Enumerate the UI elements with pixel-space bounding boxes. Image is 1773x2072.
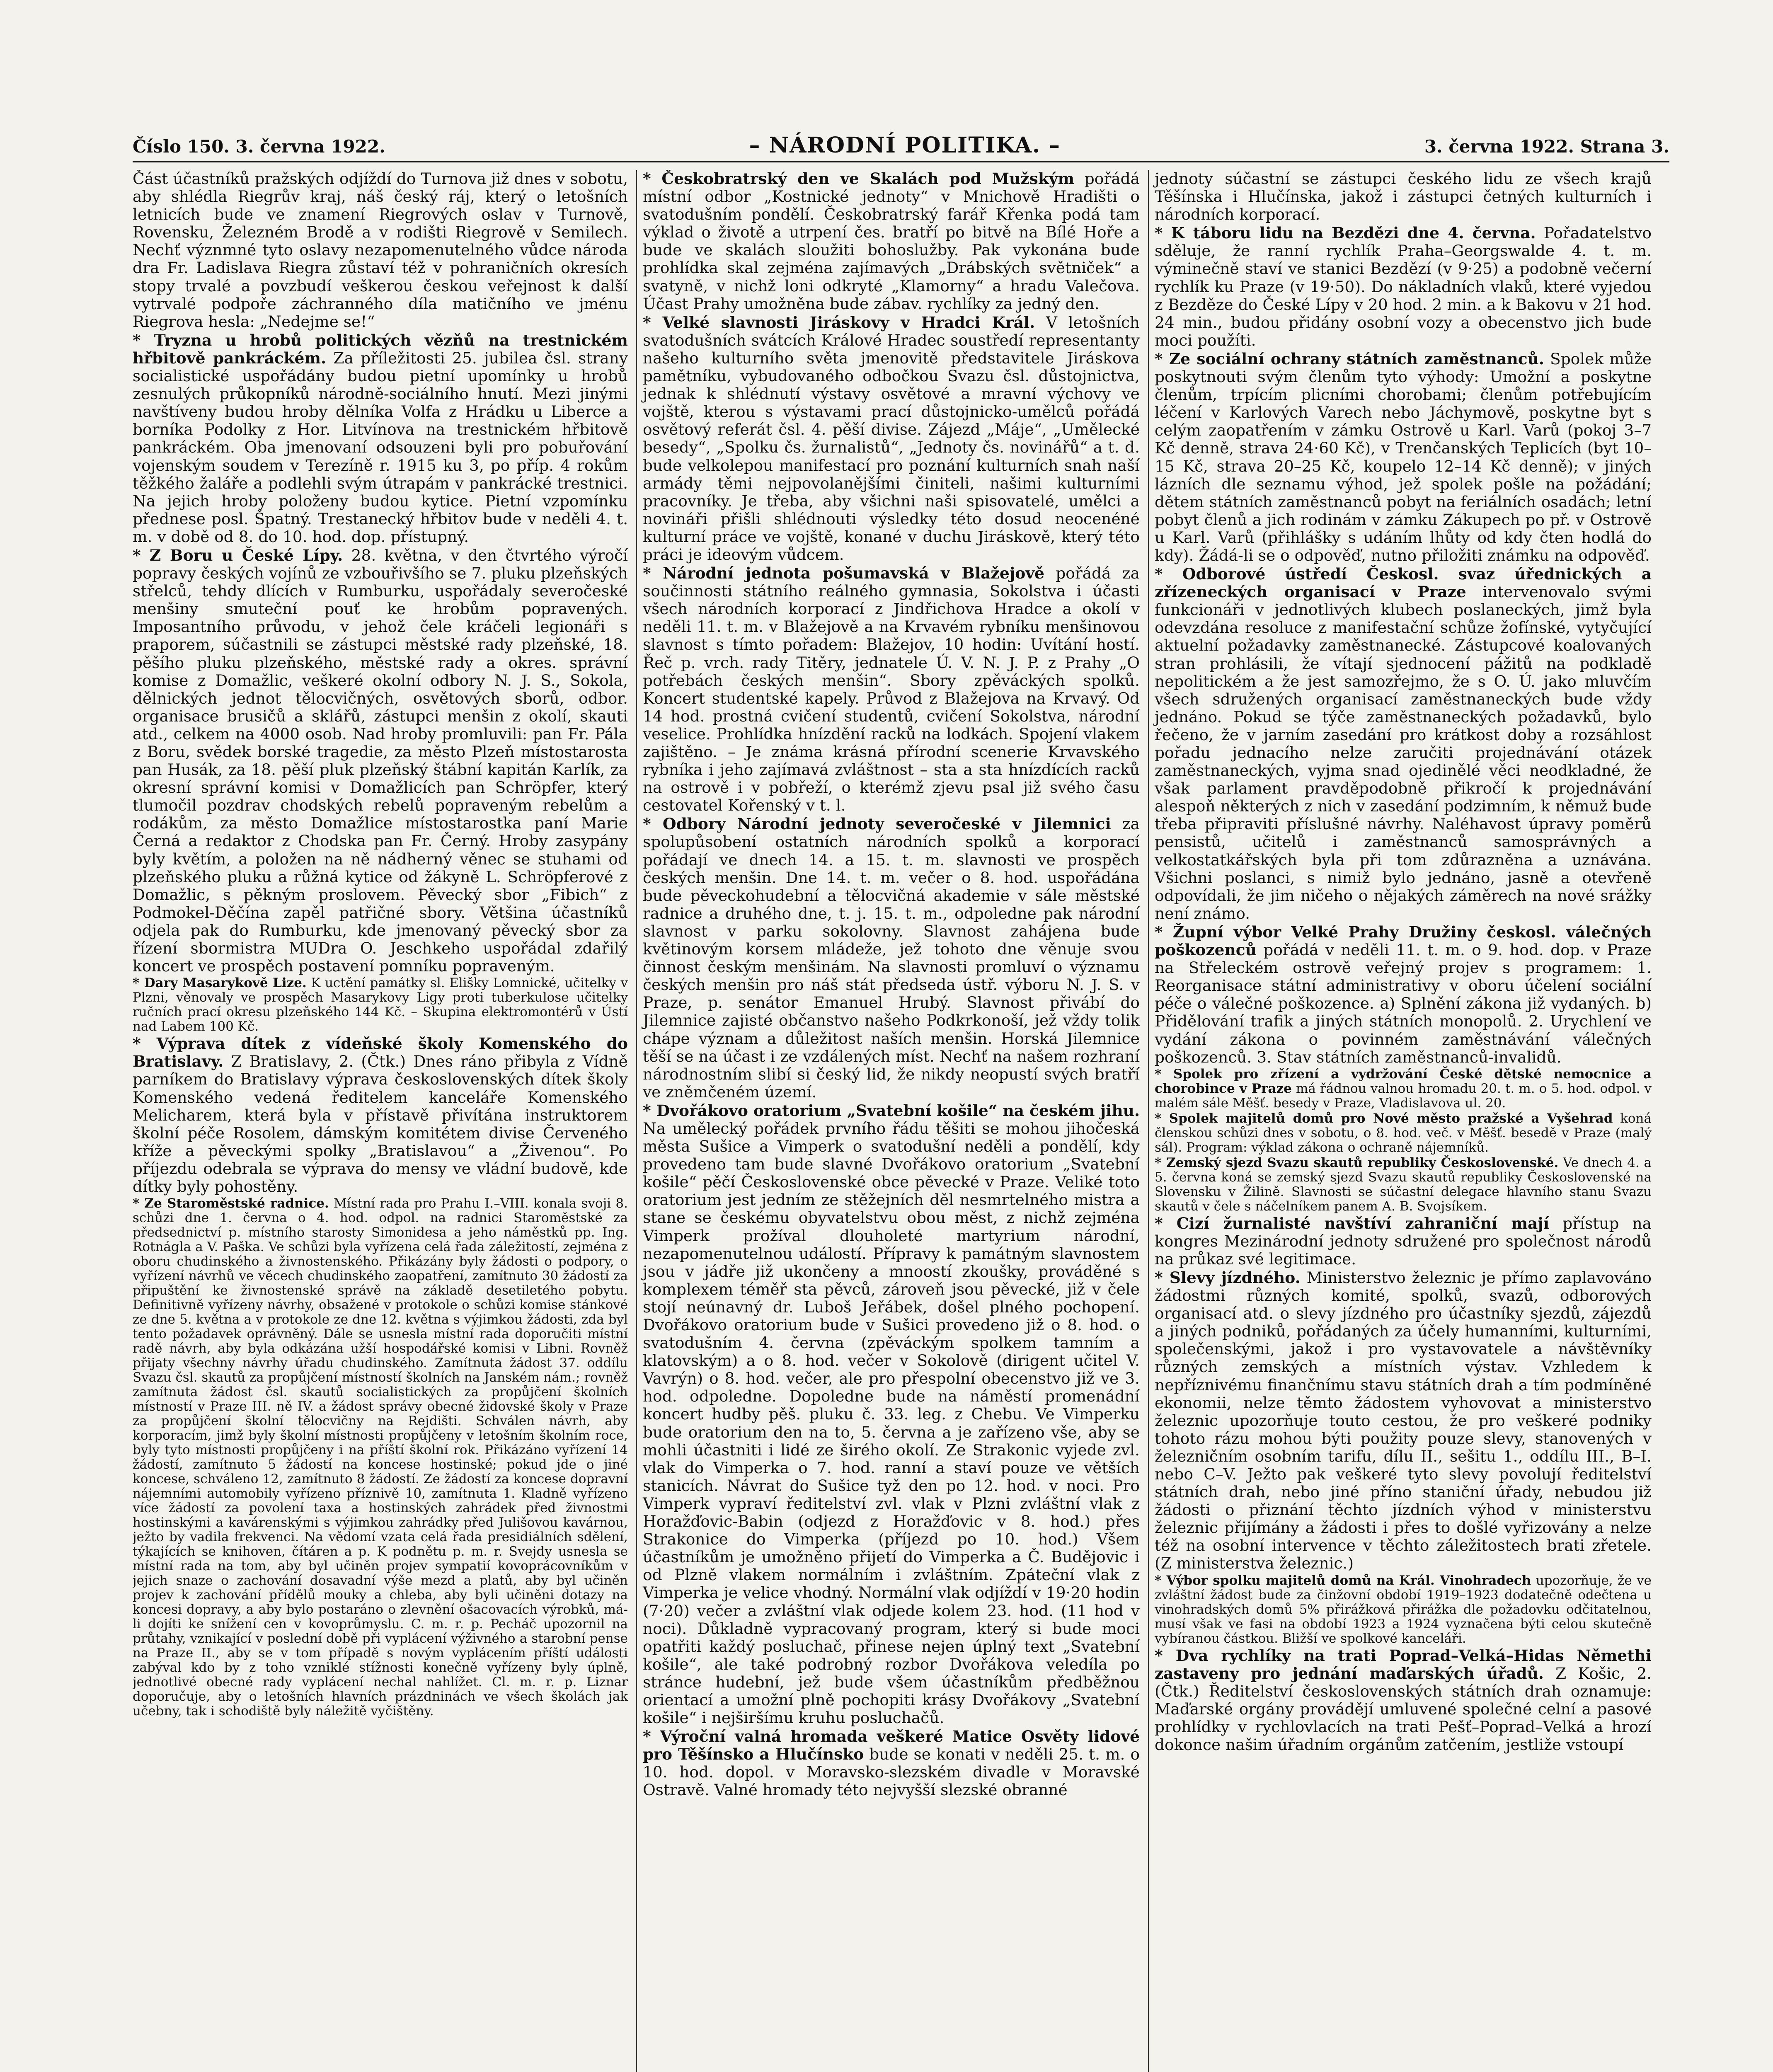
article-headline: * Výroční valná hromada veškeré Matice Osvěty lidové pro Těšínsko a Hlučínsko — [643, 1727, 1140, 1764]
article-body: pořádá v neděli 11. t. m. o 9. hod. dop. v Praze na Střeleckém ostrově veřejný projev s programem: 1. Reorganisace státní administrativy v oboru účelení sociální péče o válečné poškozence. a) Splnění zákona již vydaných. b) Přidělování trafik a jiných státních monopolů. 2. Urychlení ve vydání zákona o povinném zaměstnávání válečných poškozenců. 3. Stav státních zaměstnanců-invalidů. — [1155, 941, 1652, 1066]
article-headline: * Zemský sjezd Svazu skautů republiky Československé. — [1155, 1155, 1559, 1170]
article — [133, 170, 628, 331]
article — [643, 564, 1140, 814]
article-body: koná členskou schůzi dnes v sobotu, o 8. hod. več. v Měšť. besedě v Praze (malý sál). Program: výklad zákona o ochraně nájemníků. — [1155, 1111, 1652, 1155]
article-headline: * Dary Masarykově Lize. — [133, 975, 307, 991]
article-headline: * Dvořákovo oratorium „Svatební košile“ na českém jihu. — [643, 1101, 1140, 1120]
article — [1155, 350, 1652, 564]
article-body: Ve dnech 4. a 5. června koná se zemský sjezd Svazu skautů republiky Československé na Slovensku v Žilině. Slavnosti se súčastní delegace hlavního stanu Svazu skautů v čele s náčelníkem panem A. B. Svojsíkem. — [1155, 1155, 1652, 1214]
article-headline: * Dva rychlíky na trati Poprad–Velká–Hidas Němethi zastaveny pro jednání maďarských úřadů. — [1155, 1646, 1652, 1682]
column-3 — [1148, 170, 1652, 2072]
article-headline: * Odbory Národní jednoty severočeské v Jilemnici — [643, 815, 1111, 833]
article-body: má řádnou valnou hromadu 20. t. m. o 5. hod. odpol. v malém sále Měšť. besedy v Praze, Vladislavova ul. 20. — [1155, 1081, 1652, 1111]
article-headline: * Spolek majitelů domů pro Nové město pražské a Vyšehrad — [1155, 1111, 1613, 1126]
article-body: upozorňuje, že ve zvláštní žádost bude za činžovní období 1919–1923 dodatečně odečtena u vinohradských domů 5% přirážková přirážka dle požadovku odčitatelnou, musí však ve fasi na období 1923 a 1924 vyznačena býti celou skutečně vybíranou částkou. Bližší ve spolkové kanceláři. — [1155, 1573, 1652, 1646]
columns-container — [133, 170, 1669, 2072]
article-body: 28. května, v den čtvrtého výročí popravy českých vojínů ze vzbouřivšího se 7. pluku plzeňských střelců, tehdy dlících v Rumburku, uspořádaly severočeské menšiny smuteční pouť ke hrobům popravených. Imposantního průvodu, v jehož čele kráčeli legionáři s praporem, súčastnili se zástupci městské rady plzeňské, 18. pěšího pluku plzeňského, městské rady a okres. správní komise z Domažlic, veškeré okolní odbory N. J. S., Sokola, dělnických jednot tělocvičných, osvětových sborů, odbor. organisace brusičů a sklářů, zástupci menšin z okolí, skauti atd., celkem na 4000 osob. Nad hroby promluvili: pan Fr. Pála z Boru, svědek borské tragedie, za město Plzeň místostarosta pan Husák, za 18. pěší pluk plzeňský štábní kapitán Karlík, za okresní správní komisi v Domažlicích pan Schröpfer, který tlumočil pozdrav chodských rebelů popraveným rebelům a rodákům, za město Domažlice místostarostka paní Marie Černá a redaktor z Chodska pan Fr. Černý. Hroby zasypány byly květím, a položen na ně nádherný věnec se stuhami od plzeňského pluku a růžná kytice od žákyně L. Schröpferové z Domažlic, s pěkným proslovem. Pěvecký sbor „Fibich“ z Podmokel-Děčína zapěl patřičné sbory. Většina účastníků odjela pak do Rumburku, kde jmenovaný pěvecký sbor za řízení sbormistra MUDra O. Jeschkeho uspořádal zdařilý koncert ve prospěch postavení pomníku popraveným. — [133, 546, 628, 975]
article — [1155, 224, 1652, 349]
article — [1155, 1156, 1652, 1214]
article-headline: * Výprava dítek z vídeňské školy Komenského do Bratislavy. — [133, 1034, 628, 1071]
article-body: přístup na kongres Mezinárodní jednoty sdružené pro společnost národů na průkaz své legitimace. — [1155, 1214, 1652, 1268]
article-body: Z Bratislavy, 2. (Čtk.) Dnes ráno přibyla z Vídně parníkem do Bratislavy výprava československých dítek školy Komenského vedená ředitelem kanceláře Komenského Melicharem, která byla v přístavě přivítána instruktorem školní péče Rosolem, dámským komitétem divise Červeného kříže a pěveckými spolky „Bratislavou“ a „Živenou“. Po příjezdu odebrala se výprava do mensy ve vládní budově, kde dítky byly pohostěny. — [133, 1052, 628, 1196]
article-body: jednoty súčastní se zástupci českého lidu ze všech krajů Těšínska i Hlučínska, jakož i zástupci četných kulturních i národních korporací. — [1155, 170, 1652, 224]
article-headline: * Župní výbor Velké Prahy Družiny českosl. válečných poškozenců — [1155, 922, 1652, 959]
article-headline: * Tryzna u hrobů politických vězňů na trestnickém hřbitově pankráckém. — [133, 331, 628, 367]
article-headline: * Slevy jízdného. — [1155, 1268, 1301, 1287]
article — [133, 1035, 628, 1196]
article-body: Na umělecký pořádek prvního řádu těšiti se mohou jihočeská města Sušice a Vimperk o svatodušní neděli a pondělí, kdy provedeno tam bude slavné Dvořákovo oratorium „Svatební košile“ pěčí Československé obce pěvecké v Praze. Veliké toto oratorium jest jedním ze stěžejních děl nesmrtelného mistra a stane se českému obyvatelstvu obou měst, z nichž zejména Vimperk prožíval dlouholeté martyrium národní, nezapomenutelnou událostí. Přípravy k památným slavnostem jsou v jádře již ukončeny a mnoostí zkoušky, prováděné s komplexem téměř sta pěvců, zároveň jsou pěvecké, již v čele stojí neúnavný dr. Luboš Jeřábek, došel plného pochopení. Dvořákovo oratorium bude v Sušici provedeno již o 8. hod. o svatodušním 4. června (zpěváckým spolkem tamním a klatovským) a o 8. hod. večer v Sokolově (dirigent učitel V. Vavrýn) o 8. hod. večer, ale pro přespolní obecenstvo již ve 3. hod. odpoledne. Dopoledne bude na náměstí promenádní koncert hudby pěš. pluku č. 33. leg. z Chebu. Ve Vimperku bude oratorium den na to, 5. června a je zařízeno vše, aby se mohli účastniti i lidé ze širého okolí. Ze Strakonic vyjede zvl. vlak do Vimperka o 7. hod. ranní a staví pouze ve větších stanicích. Návrat do Sušice tyž den po 12. hod. v noci. Pro Vimperk vypraví ředitelství zvl. vlak v Plzni zvláštní vlak z Horažďovic-Babin (odjezd z Horažďovic v 8. hod.) přes Strakonice do Vimperka (příjezd po 10. hod.) Všem účastníkům je umožněno přijetí do Vimperka a Č. Budějovic i od Plzně vlakem normálním i zvláštním. Zpáteční vlak z Vimperka je velice vhodný. Normální vlak odjíždí v 19·20 hodin (7·20) večer a zvláštní vlak odjede kolem 23. hod. (11 hod v noci). Důkladně vypracovaný program, který si bude moci opatřiti každý posluchač, přinese nejen úplný text „Svatební košile“, ale také podrobný rozbor Dvořákova veledíla po stránce hudební, jež bude všem účastníkům předběžnou orientací a umožní plně pochopiti krásy Dvořákovy „Svatební košile“ i nejširšímu kruhu posluchačů. — [643, 1119, 1140, 1727]
article-body: intervenovalo svými funkcionáři v jednotlivých klubech poslaneckých, jimž byla odevzdána resoluce z manifestační schůze žofínské, vytyčující aktuelní požadavky zaměstnanecké. Zástupcové koalovaných stran prohlásili, že vítají sjednocení pážitů na podkladě nepolitickém a že jest samozřejmo, že s O. Ú. jako mluvčím všech sdružených organisací zaměstnaneckých bude vždy jednáno. Pokud se týče zaměstnaneckých požadavků, bylo řečeno, že v jarním zasedání pro krátkost doby a rozsáhlost pořadu jednacího nelze zaručiti projednávání otázek zaměstnaneckých, vyjma snad ojedinělé věci neodkladné, že však parlament pravděpodobně přikročí k projednávání alespoň některých z nich v zasedání podzimním, k němuž bude třeba připraviti příslušné návrhy. Naléhavost úpravy poměrů pensistů, učitelů i zaměstnanců samosprávných a velkostatkářských byla při tom zdůrazněna a uznávána. Všichni poslanci, s nimiž bylo jednáno, jasně a otevřeně odpovídali, že jim ničeho o nějakých záměrech na nové srážky není známo. — [1155, 583, 1652, 922]
article-headline: * Odborové ústředí Českosl. svaz úřednických a zřízeneckých organisací v Praze — [1155, 565, 1652, 601]
article-headline: * Národní jednota pošumavská v Blažejově — [643, 564, 1044, 583]
article — [1155, 1067, 1652, 1111]
article-headline: * Velké slavnosti Jiráskovy v Hradci Král. — [643, 313, 1035, 332]
article-body: Spolek může poskytnouti svým členům tyto výhody: Umožní a poskytne členům, trpícím plicními chorobami; členům potřebujícím léčení v Karlových Varech nebo Jáchymově, poskytne byt s celým zaopatřením v zámku Ostrově u Karl. Varů (pokoj 3–7 Kč denně, strava 24·60 Kč), v Trenčanských Teplicích (byt 10–15 Kč, strava 20–25 Kč, koupelo 12–14 Kč denně); v jiných lázních dle seznamu výhod, jež spolek pošle na požádání; dětem státních zaměstnanců pobyt na feriálních osadách; letní pobyt členů a jich rodinám v zámku Zákupech po př. v Ostrově u Karl. Varů (přihlášky s udáním lhůty od kdy čten hodlá do kdy). Žádá-li se o odpověď, nutno přiložiti známku na odpověď. — [1155, 349, 1652, 564]
article-headline: * K táboru lidu na Bezdězi dne 4. června. — [1155, 224, 1536, 242]
article-body: V letošních svatodušních svátcích Králové Hradec soustředí representanty našeho kulturního světa jmenovitě představitele Jiráskova pamětníku, vybudovaného odbočkou Svazu čsl. důstojnictva, jednak k shlédnutí výstavy osvětové a mravní výchovy ve vojště, kterou s výstavami prací důstojnicko-umělců pořádá osvětový referát čsl. 4. pěší divise. Zájezd „Máje“, „Umělecké besedy“, „Spolku čs. žurnalistů“, „Jednoty čs. novinářů“ a t. d. bude velkolepou manifestací pro poznání kulturních snah naší armády těmi nejpovolanějšími činiteli, našimi kulturními pracovníky. Je třeba, aby všichni naši spisovatelé, umělci a novináři přišli shlédnouti výsledky této dosud neocenéné kulturní práce ve vojště, konané v duchu Jiráskově, který této práci je ideovým vůdcem. — [643, 313, 1140, 564]
article-headline: * Spolek pro zřízení a vydržování České dětské nemocnice a chorobince v Praze — [1155, 1066, 1652, 1096]
article-headline: * Českobratrský den ve Skalách pod Mužským — [643, 170, 1075, 188]
article — [1155, 170, 1652, 223]
article — [643, 815, 1140, 1101]
article-headline: * Ze Staroměstské radnice. — [133, 1196, 329, 1211]
article — [1155, 1269, 1652, 1573]
article-headline: * Výbor spolku majitelů domů na Král. Vinohradech — [1155, 1573, 1531, 1588]
article — [1155, 923, 1652, 1066]
article-body: za spolupůsobení ostatních národních spolků a korporací pořádají ve dnech 14. a 15. t. m. slavnosti ve prospěch českých menšin. Dne 14. t. m. večer o 8. hod. uspořádána bude pěveckohudební a tělocvičná akademie v sále městské radnice a druhého dne, t. j. 15. t. m., odpoledne pak národní slavnost v parku sokolovny. Slavnost zahájena bude květinovým korsem mládeže, jež tohoto dne věnuje svou činnost českým menšinám. Na slavnosti promluví o významu českých menšin pro náš stát předseda ústř. výboru N. J. S. v Praze, p. senátor Emanuel Hrubý. Slavnost přivábí do Jilemnice zajisté občanstvo našeho Podkrkonoší, jež vždy tolik chápe význam a důležitost naších menšin. Horská Jilemnice těší se na účast i ze vzdálených míst. Nechť na našem rozhraní národnostním slibí si český lid, že nikdy neopustí svých bratří ve zněmčeném území. — [643, 815, 1140, 1101]
article-body: bude se konati v neděli 25. t. m. o 10. hod. dopol. v Moravsko-slezském divadle v Moravské Ostravě. Valné hromady této nejvyšší slezské obranné — [643, 1745, 1140, 1799]
header-page-number: 3. června 1922. Strana 3. — [1424, 136, 1669, 157]
article — [133, 976, 628, 1034]
article — [643, 1102, 1140, 1727]
column-2 — [636, 170, 1140, 2072]
article-body: Místní rada pro Prahu I.–VIII. konala svoji 8. schůzi dne 1. června o 4. hod. odpol. na radnici Staroměstské za předsednictví p. místního starosty Simonidesa a jeho náměstků pp. Ing. Rotnágla a V. Paška. Ve schůzi byla vyřízena celá řada záležitostí, zejména z oboru chudinského a živnostenského. Přikázány byly žádosti o podpory, o vyřízení návrhů ve věcech chudinského zaopatření, zamítnuto 30 žádostí za připuštění ke živnostenské správě na základě desetiletého pobytu. Definitivně vyřízeny návrhy, obsažené v protokole o schůzi komise stánkové ze dne 5. května a v protokole ze dne 12. května s výjimkou žádosti, zda byl tento požadavek oprávněný. Dále se usnesla místní rada doporučiti místní radě návrh, aby byla odkázána užší hospodářské komisi v Libni. Rovněž přijaty všechny návrhy úřadu chudinského. Zamítnuta žádost 37. oddílu Svazu čsl. skautů za propůjčení místností školních na Janském nám.; rovněž zamítnuta žádost čsl. skautů socialistických za propůjčení školních místností v Praze III. ně IV. a žádost správy obecné židovské školy v Praze za propůjčení školní tělocvičny na Rejdišti. Schválen návrh, aby korporacím, jimž byly školní místnosti propůjčeny v letošním školním roce, byly tyto místnosti propůjčeny i na příští školní rok. Přikázáno vyřízení 14 žádostí, zamítnuto 5 žádostí na koncese hostinské; pokud jde o jiné koncese, schváleno 12, zamítnuto 8 žádostí. Ze žádostí za koncese dopravní nájemními automobily vyřízeno příznivě 10, zamítnuta 1. Kladně vyřízeno více žádostí za povolení taxa a hostinských zahrádek před živnostmi hostinskými a kavárenskými s výjimkou zahrádky před Julišovou kavárnou, ježto by vadila frekvenci. Na vědomí vzata celá řada presidiálních sdělení, týkajících se knihoven, čítáren a p. K podnětu p. m. r. Svejdy usnesla se místní rada na tom, aby byl učiněn projev sympatií kovoprácovníkům v jejich snaze o zachování dosavadní výše mezd a platů, aby byl učiněn projev k zachování přídělů mouky a chleba, aby byli učiněni dotazy na koncesi dopravy, a aby bylo postaráno o zlevnění ošacovacích výrobků, má-li dojíti ke snížení cen v kovoprůmyslu. C. m. r. p. Pecháč upozornil na průtahy, vznikající v poslední době při vyplácení výživného a starobní pense na Praze II., aby se v tom případě s novým vyplácením příští události zabýval kdo by z toho vzniklé stížnosti konečně vyřízeny byly úplně, jednotlivé obecné rady vyplácení nechal nahlížet. Cl. m. r. p. Liznar doporučuje, aby o letošních hlavních prázdninách ve všech školách jak učebny, tak i schodiště byly náležitě vyčištěny. — [133, 1196, 628, 1719]
article-headline: * Z Boru u České Lípy. — [133, 546, 343, 564]
article — [643, 1728, 1140, 1799]
article-body: Pořadatelstvo sděluje, že ranní rychlík Praha–Georgswalde 4. t. m. výminečně staví ve stanici Bezdězí (v 9·25) a podobně večerní rychlík ku Praze (v 19·50). Do nákladních vlaků, které vyjedou z Bezděze do České Lípy v 20 hod. 2 min. a k Bakovu v 21 hod. 24 min., budou přidány osobní vozy a obecenstvo jich bude moci použíti. — [1155, 224, 1652, 349]
article — [1155, 1573, 1652, 1646]
article-body: Z Košic, 2. (Čtk.) Ředitelství československých státních drah oznamuje: Maďarské orgány provádějí umluvené společné celní a pasové prohlídky v rychlovlacích na trati Pešť–Poprad–Velká a hrozí dokonce našim úřadním orgánům zatčením, jestliže vstoupí — [1155, 1664, 1652, 1754]
article-headline: * Cizí žurnalisté navštíví zahraniční mají — [1155, 1214, 1550, 1232]
article — [643, 170, 1140, 313]
article — [1155, 1111, 1652, 1155]
article-headline: * Ze sociální ochrany státních zaměstnanců. — [1155, 349, 1544, 368]
article-body: Ministerstvo železnic je přímo zaplavováno žádostmi různých komité, spolků, svazů, odborových organisací atd. o slevy jízdného pro účastníky sjezdů, zájezdů a jiných podniků, pořádaných za účely humanními, kulturními, společenskými, jakož i pro vystavovatele a návštěvníky různých zemských a místních výstav. Vzhledem k nepříznivému finančnímu stavu státních drah a tím podmíněné ekonomii, nelze těmto žádostem vyhovovat a ministerstvo železnic upozorňuje touto cestou, že pro veškeré podniky tohoto rázu mohou býti použity pouze slevy, stanovených v železničním osobním tarifu, dílu II., sešitu 1., oddílu III., B–I. nebo C–V. Ježto pak veškeré tyto slevy povolují ředitelství státních drah, nebo jiné příno staniční úřady, nebudou již žádosti o přiznání těchto jízdních výhod v ministerstvu železnic přijímány a žádosti i přes to došlé vyřizovány a nelze též na osobní intervence v těchto záležitostech brati zřetele. (Z ministerstva železnic.) — [1155, 1268, 1652, 1573]
article — [1155, 565, 1652, 922]
article — [133, 332, 628, 546]
article-body: pořádá za součinnosti státního reálného gymnasia, Sokolstva i účasti všech národních korporací z Jindřichova Hradce a okolí v neděli 11. t. m. v Blažejově a na Krvavém rybníku menšinovou slavnost s tímto pořadem: Blažejov, 10 hodin: Uvítání hostí. Řeč p. vrch. rady Titěry, jednatele Ú. V. N. J. P. z Prahy „O potřebách českých menšin“. Sbory zpěváckých spolků. Koncert studentské kapely. Průvod z Blažejova na Krvavý. Od 14 hod. prostná cvičení studentů, cvičení Sokolstva, národní veselice. Prohlídka hnízdění racků na lodkách. Spojení vlakem zajištěno. – Je známa krásná přírodní scenerie Krvavského rybníka i jeho zajímavá zvláštnost – sta a sta hnízdících racků na ostrově i v pobřeží, o kterémž zjevu psal již svého času cestovatel Kořenský v t. l. — [643, 564, 1140, 815]
article — [643, 314, 1140, 564]
article — [133, 1196, 628, 1719]
article — [1155, 1215, 1652, 1268]
article-body: Část účastníků pražských odjíždí do Turnova již dnes v sobotu, aby shlédla Riegrův kraj, náš český ráj, který o letošních letnicích bude ve znamení Riegrových oslav v Turnově, Rovensku, Železném Brodě a v rodišti Riegrově v Semilech. Nechť význmné tyto oslavy nezapomenutelného vůdce národa dra Fr. Ladislava Riegra zůstaví též v pohraničních okresích stopy trvalé a povzbudí veškerou českou veřejnost k další vytrvalé podpoře záchranného díla matičního ve jménu Riegrova hesla: „Nedejme se!“ — [133, 170, 628, 331]
article — [133, 547, 628, 975]
article-body: Za příležitosti 25. jubilea čsl. strany socialistické uspořádány budou pietní upomínky u hrobů zesnulých průkopníků národně-sociálního hnutí. Mezi jinými navštíveny budou hroby dělníka Volfa z Hrádku u Liberce a borníka Podolky z Hor. Litvínova na trestnickém hřbitově pankráckém. Oba jmenovaní odsouzeni byli pro pobuřování vojenským soudem v Terezíně r. 1915 ku 3, po příp. 4 rokům těžkého žaláře a podlehli svým útrapám v pankrácké trestnici. Na jejich hroby položeny budou kytice. Pietní vzpomínku přednese posl. Špatný. Trestanecký hřbitov bude v neděli 4. t. m. v době od 8. do 10. hod. dop. přístupný. — [133, 349, 628, 546]
article — [1155, 1647, 1652, 1754]
column-1 — [133, 170, 628, 2072]
article-body: pořádá místní odbor „Kostnické jednoty“ v Mnichově Hradišti o svatodušním pondělí. Českobratrský farář Křenka podá tam výklad o životě a utrpení čes. bratří po bitvě na Bílé Hoře a bude ve skalách sloužiti bohoslužby. Pak vykonána bude prohlídka skal zejména zajímavých „Drábských světniček“ a svatyně, v nichž loni odkryté „Klamorny“ a hradu Valečova. Účast Prahy umožněna bude zábav. rychlíky za jedný den. — [643, 170, 1140, 313]
page-header — [133, 133, 1669, 162]
masthead-title: – NÁRODNÍ POLITIKA. – — [749, 133, 1061, 158]
header-issue-date: Číslo 150. 3. června 1922. — [133, 136, 385, 157]
article-body: K uctění památky sl. Elišky Lomnické, učitelky v Plzni, věnovaly ve prospěch Masarykovy Ligy proti tuberkulose učitelky ručních prací okresu plzeňského 144 Kč. – Skupina elektromontérů v Ústí nad Labem 100 Kč. — [133, 975, 628, 1034]
